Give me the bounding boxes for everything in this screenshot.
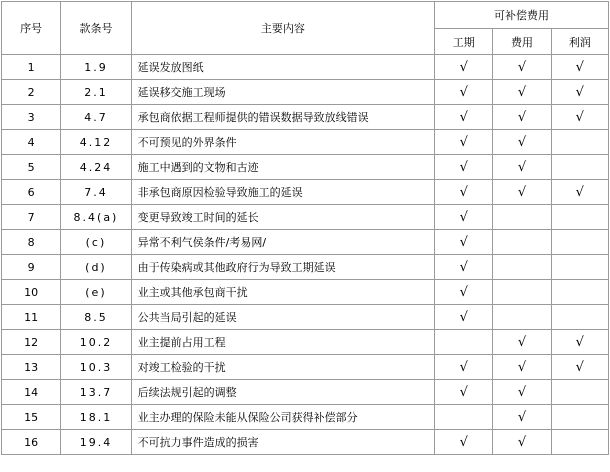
table-body xyxy=(2,55,609,455)
main-content-cell: 异常不利气侯条件/考易网/ xyxy=(131,230,434,255)
clause-cell: (c) xyxy=(61,230,131,255)
main-content-cell: 业主或其他承包商干扰 xyxy=(131,280,434,305)
time-check: √ xyxy=(435,280,493,305)
profit-check xyxy=(551,380,608,405)
header-row xyxy=(2,2,609,29)
seq-cell: 11 xyxy=(2,305,61,330)
main-content-cell: 变更导致竣工时间的延长 xyxy=(131,205,434,230)
main-content-cell: 由于传染病或其他政府行为导致工期延误 xyxy=(131,255,434,280)
cost-check: √ xyxy=(493,405,551,430)
profit-check xyxy=(551,205,608,230)
clause-cell: (e) xyxy=(61,280,131,305)
header-main-content: 主要内容 xyxy=(131,2,434,55)
profit-check xyxy=(551,405,608,430)
seq-cell: 5 xyxy=(2,155,61,180)
profit-check xyxy=(551,130,608,155)
table-row xyxy=(2,130,609,155)
header-profit: 利润 xyxy=(551,29,608,55)
table-row xyxy=(2,55,609,80)
time-check: √ xyxy=(435,105,493,130)
time-check: √ xyxy=(435,255,493,280)
clause-cell: 10.3 xyxy=(61,355,131,380)
clause-cell: 8.5 xyxy=(61,305,131,330)
cost-check xyxy=(493,280,551,305)
header-seq: 序号 xyxy=(2,2,61,55)
cost-check: √ xyxy=(493,355,551,380)
profit-check xyxy=(551,305,608,330)
table-row xyxy=(2,280,609,305)
profit-check: √ xyxy=(551,80,608,105)
main-content-cell: 非承包商原因检验导致施工的延误 xyxy=(131,180,434,205)
time-check: √ xyxy=(435,180,493,205)
time-check xyxy=(435,330,493,355)
profit-check xyxy=(551,155,608,180)
cost-check: √ xyxy=(493,130,551,155)
table-row xyxy=(2,405,609,430)
time-check: √ xyxy=(435,230,493,255)
time-check: √ xyxy=(435,80,493,105)
seq-cell: 15 xyxy=(2,405,61,430)
main-content-cell: 业主提前占用工程 xyxy=(131,330,434,355)
clause-cell: 10.2 xyxy=(61,330,131,355)
main-content-cell: 施工中遇到的文物和古迹 xyxy=(131,155,434,180)
main-content-cell: 不可抗力事件造成的损害 xyxy=(131,430,434,455)
table-row xyxy=(2,205,609,230)
profit-check xyxy=(551,280,608,305)
seq-cell: 14 xyxy=(2,380,61,405)
seq-cell: 1 xyxy=(2,55,61,80)
seq-cell: 10 xyxy=(2,280,61,305)
cost-check: √ xyxy=(493,180,551,205)
seq-cell: 2 xyxy=(2,80,61,105)
clause-cell: 4.7 xyxy=(61,105,131,130)
header-clause: 款条号 xyxy=(61,2,131,55)
main-content-cell: 后续法规引起的调整 xyxy=(131,380,434,405)
cost-check xyxy=(493,230,551,255)
time-check: √ xyxy=(435,430,493,455)
seq-cell: 4 xyxy=(2,130,61,155)
table-row xyxy=(2,180,609,205)
table-row xyxy=(2,380,609,405)
seq-cell: 12 xyxy=(2,330,61,355)
clause-cell: 13.7 xyxy=(61,380,131,405)
time-check xyxy=(435,405,493,430)
clause-cell: 1.9 xyxy=(61,55,131,80)
profit-check: √ xyxy=(551,330,608,355)
time-check: √ xyxy=(435,205,493,230)
time-check: √ xyxy=(435,305,493,330)
table-row xyxy=(2,430,609,455)
clause-cell: (d) xyxy=(61,255,131,280)
clause-cell: 4.24 xyxy=(61,155,131,180)
header-time: 工期 xyxy=(435,29,493,55)
profit-check: √ xyxy=(551,55,608,80)
time-check: √ xyxy=(435,355,493,380)
seq-cell: 13 xyxy=(2,355,61,380)
header-compensable: 可补偿费用 xyxy=(435,2,609,29)
time-check: √ xyxy=(435,380,493,405)
header-cost: 费用 xyxy=(493,29,551,55)
seq-cell: 8 xyxy=(2,230,61,255)
clause-cell: 7.4 xyxy=(61,180,131,205)
cost-check: √ xyxy=(493,80,551,105)
clause-cell: 19.4 xyxy=(61,430,131,455)
time-check: √ xyxy=(435,55,493,80)
profit-check: √ xyxy=(551,105,608,130)
clause-cell: 8.4(a) xyxy=(61,205,131,230)
seq-cell: 16 xyxy=(2,430,61,455)
time-check: √ xyxy=(435,155,493,180)
table-row xyxy=(2,155,609,180)
cost-check: √ xyxy=(493,105,551,130)
profit-check: √ xyxy=(551,355,608,380)
table-row xyxy=(2,355,609,380)
seq-cell: 7 xyxy=(2,205,61,230)
table-row xyxy=(2,255,609,280)
profit-check xyxy=(551,430,608,455)
seq-cell: 6 xyxy=(2,180,61,205)
compensation-table xyxy=(1,1,609,455)
cost-check: √ xyxy=(493,430,551,455)
table-row xyxy=(2,230,609,255)
cost-check xyxy=(493,255,551,280)
cost-check: √ xyxy=(493,55,551,80)
time-check: √ xyxy=(435,130,493,155)
cost-check xyxy=(493,205,551,230)
main-content-cell: 对竣工检验的干扰 xyxy=(131,355,434,380)
main-content-cell: 业主办理的保险未能从保险公司获得补偿部分 xyxy=(131,405,434,430)
cost-check: √ xyxy=(493,330,551,355)
clause-cell: 4.12 xyxy=(61,130,131,155)
clause-cell: 18.1 xyxy=(61,405,131,430)
profit-check xyxy=(551,255,608,280)
seq-cell: 9 xyxy=(2,255,61,280)
table-row xyxy=(2,80,609,105)
cost-check xyxy=(493,305,551,330)
main-content-cell: 延误移交施工现场 xyxy=(131,80,434,105)
profit-check: √ xyxy=(551,180,608,205)
table-row xyxy=(2,105,609,130)
cost-check: √ xyxy=(493,155,551,180)
table-row xyxy=(2,305,609,330)
cost-check: √ xyxy=(493,380,551,405)
profit-check xyxy=(551,230,608,255)
main-content-cell: 延误发放图纸 xyxy=(131,55,434,80)
main-content-cell: 公共当局引起的延误 xyxy=(131,305,434,330)
main-content-cell: 不可预见的外界条件 xyxy=(131,130,434,155)
table-row xyxy=(2,330,609,355)
main-content-cell: 承包商依据工程师提供的错误数据导致放线错误 xyxy=(131,105,434,130)
clause-cell: 2.1 xyxy=(61,80,131,105)
seq-cell: 3 xyxy=(2,105,61,130)
